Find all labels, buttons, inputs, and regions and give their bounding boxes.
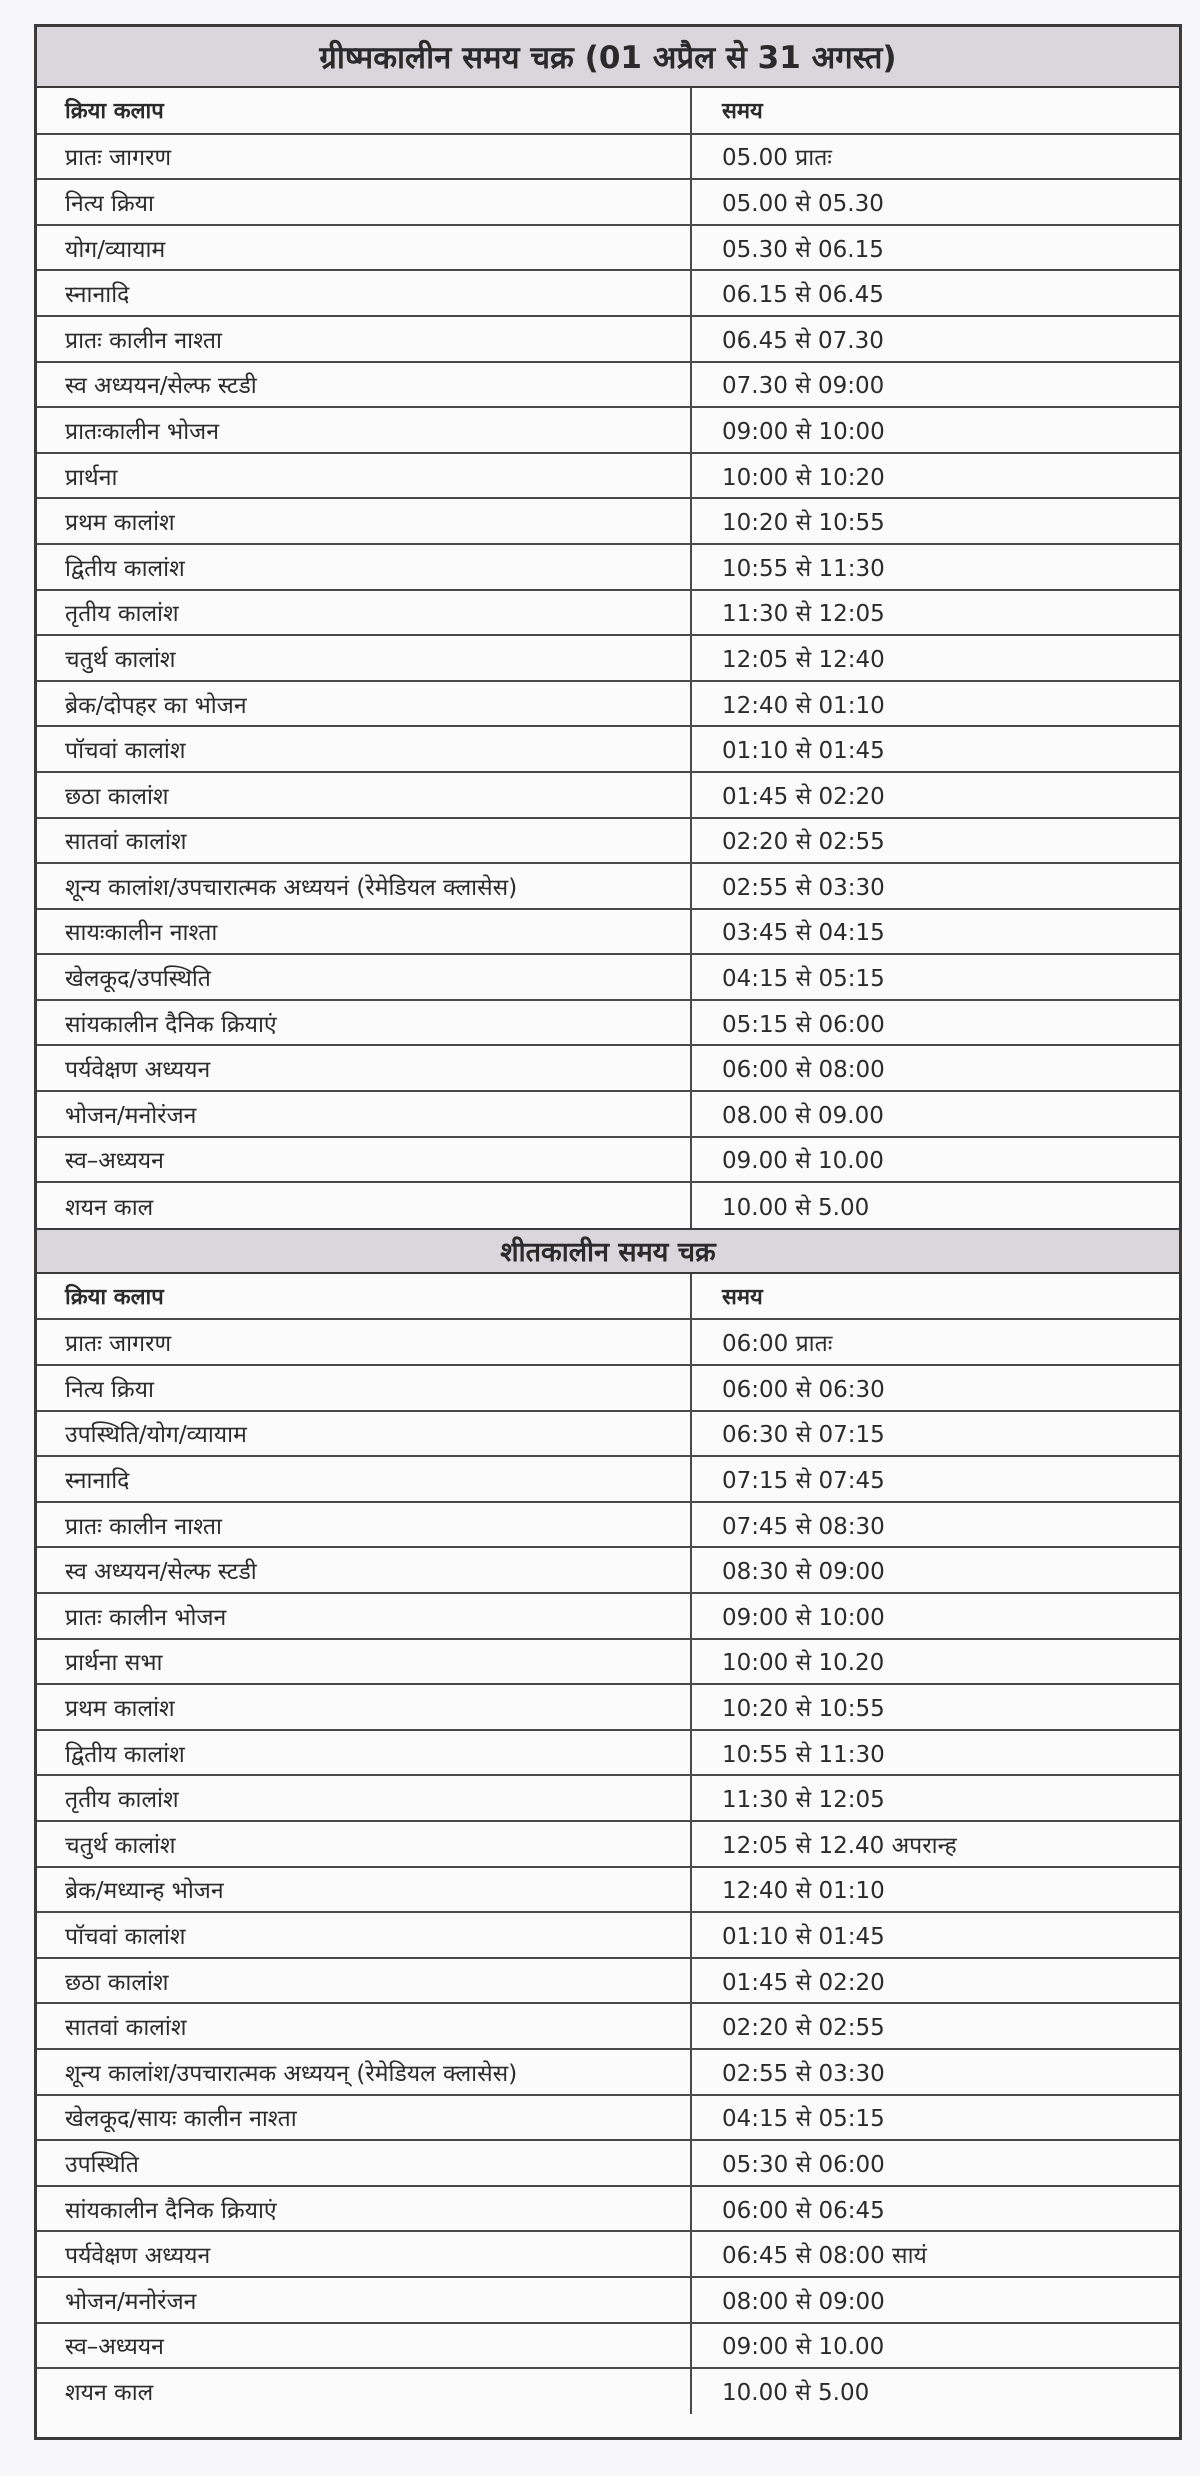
table-row: [37, 1091, 1179, 1137]
activity-cell: द्वितीय कालांश: [37, 1730, 691, 1776]
table-row: [37, 2003, 1179, 2049]
time-cell: 12:05 से 12.40 अपरान्ह: [691, 1821, 1179, 1867]
activity-cell: प्रातः जागरण: [37, 134, 691, 180]
time-cell: 02:20 से 02:55: [691, 818, 1179, 864]
activity-cell: पॉचवां कालांश: [37, 1912, 691, 1958]
time-cell: 12:40 से 01:10: [691, 1867, 1179, 1913]
table-row: [37, 1502, 1179, 1548]
table-row: [37, 179, 1179, 225]
table-row: [37, 225, 1179, 271]
time-column-header: समय: [691, 88, 1179, 134]
time-cell: 09:00 से 10:00: [691, 407, 1179, 453]
activity-cell: तृतीय कालांश: [37, 1775, 691, 1821]
activity-cell: स्व अध्ययन/सेल्फ स्टडी: [37, 362, 691, 408]
time-cell: 01:45 से 02:20: [691, 1958, 1179, 2004]
activity-cell: शून्य कालांश/उपचारात्मक अध्ययनं (रेमेडियल क्लासेस): [37, 863, 691, 909]
activity-cell: शयन काल: [65, 2380, 154, 2407]
table-row: [37, 1730, 1179, 1776]
table-row: [37, 2277, 1179, 2323]
activity-cell: पर्यवेक्षण अध्ययन: [37, 1045, 691, 1091]
activity-column-header: क्रिया कलाप: [37, 1274, 691, 1320]
time-cell: 01:10 से 01:45: [691, 726, 1179, 772]
activity-cell: छठा कालांश: [37, 1958, 691, 2004]
time-cell: 05:15 से 06:00: [691, 1000, 1179, 1046]
table-row: [37, 1456, 1179, 1502]
time-cell: 10:55 से 11:30: [691, 1730, 1179, 1776]
timetable-sheet: [34, 24, 1182, 2440]
table-row: [37, 1593, 1179, 1639]
table-row: [37, 1775, 1179, 1821]
activity-cell: खेलकूद/उपस्थिति: [37, 954, 691, 1000]
table-row: [37, 2231, 1179, 2277]
activity-cell: प्रातःकालीन भोजन: [37, 407, 691, 453]
table-row: [37, 1045, 1179, 1091]
table-row: [37, 1821, 1179, 1867]
table-row: [37, 1000, 1179, 1046]
activity-cell: भोजन/मनोरंजन: [37, 1091, 691, 1137]
table-row: [37, 2140, 1179, 2186]
activity-cell: खेलकूद/सायः कालीन नाश्ता: [37, 2095, 691, 2141]
table-row: [37, 1639, 1179, 1685]
activity-cell: स्नानादि: [37, 1456, 691, 1502]
time-cell: 06.15 से 06.45: [691, 270, 1179, 316]
activity-column-header: क्रिया कलाप: [37, 88, 691, 134]
time-cell: 04:15 से 05:15: [691, 2095, 1179, 2141]
table-row: [37, 1867, 1179, 1913]
table-row: [37, 1547, 1179, 1593]
activity-cell: स्नानादि: [37, 270, 691, 316]
time-cell: 06:00 प्रातः: [691, 1319, 1179, 1365]
time-cell: 10.00 से 5.00: [691, 1182, 1179, 1228]
time-cell: 02:20 से 02:55: [691, 2003, 1179, 2049]
table-row: [37, 1958, 1179, 2004]
activity-cell: नित्य क्रिया: [37, 179, 691, 225]
time-cell: 06:00 से 08:00: [691, 1045, 1179, 1091]
table-row: [37, 453, 1179, 499]
time-cell: 01:10 से 01:45: [691, 1912, 1179, 1958]
activity-cell: नित्य क्रिया: [37, 1365, 691, 1411]
activity-cell: ब्रेक/दोपहर का भोजन: [37, 681, 691, 727]
time-cell: 04:15 से 05:15: [691, 954, 1179, 1000]
time-cell: 07:45 से 08:30: [691, 1502, 1179, 1548]
time-cell: 01:45 से 02:20: [691, 772, 1179, 818]
table-row: [37, 2186, 1179, 2232]
activity-cell: प्रातः कालीन नाश्ता: [37, 1502, 691, 1548]
table-row: [37, 1411, 1179, 1457]
table-row: [37, 270, 1179, 316]
table-row: [37, 681, 1179, 727]
time-cell: 03:45 से 04:15: [691, 909, 1179, 955]
table-row: [37, 954, 1179, 1000]
table-row: [37, 2095, 1179, 2141]
table-header-row: [37, 1274, 1179, 1320]
time-cell: 10:20 से 10:55: [691, 498, 1179, 544]
summer-table: [37, 88, 1179, 1228]
time-cell: 11:30 से 12:05: [691, 590, 1179, 636]
activity-cell: प्रथम कालांश: [37, 498, 691, 544]
activity-cell: ब्रेक/मध्यान्ह भोजन: [37, 1867, 691, 1913]
time-cell: 08.00 से 09.00: [691, 1091, 1179, 1137]
summer-title: ग्रीष्मकालीन समय चक्र (01 अप्रैल से 31 अगस्त): [37, 27, 1179, 88]
activity-cell: शून्य कालांश/उपचारात्मक अध्ययन् (रेमेडियल क्लासेस): [37, 2049, 691, 2095]
table-row: [37, 818, 1179, 864]
activity-cell: चतुर्थ कालांश: [37, 1821, 691, 1867]
activity-cell: पर्यवेक्षण अध्ययन: [37, 2231, 691, 2277]
activity-cell: प्रथम कालांश: [37, 1684, 691, 1730]
time-cell: 08:00 से 09:00: [691, 2277, 1179, 2323]
activity-cell: स्व अध्ययन/सेल्फ स्टडी: [37, 1547, 691, 1593]
time-cell: 05.00 से 05.30: [691, 179, 1179, 225]
table-row: [37, 635, 1179, 681]
time-cell: 08:30 से 09:00: [691, 1547, 1179, 1593]
time-cell: 10:00 से 10.20: [691, 1639, 1179, 1685]
table-row: [37, 1365, 1179, 1411]
time-cell: 09.00 से 10.00: [691, 1137, 1179, 1183]
time-cell: 11:30 से 12:05: [691, 1775, 1179, 1821]
table-row: [37, 316, 1179, 362]
table-row: [37, 726, 1179, 772]
time-cell: 10.00 से 5.00: [691, 2368, 1179, 2414]
time-cell: 06:30 से 07:15: [691, 1411, 1179, 1457]
activity-cell: उपस्थिति: [37, 2140, 691, 2186]
activity-cell: छठा कालांश: [37, 772, 691, 818]
time-cell: 05.00 प्रातः: [691, 134, 1179, 180]
time-cell: 10:20 से 10:55: [691, 1684, 1179, 1730]
time-cell: 09:00 से 10.00: [691, 2323, 1179, 2369]
activity-cell: स्व–अध्ययन: [37, 1137, 691, 1183]
activity-cell: सांयकालीन दैनिक क्रियाएं: [37, 2186, 691, 2232]
activity-cell: सांयकालीन दैनिक क्रियाएं: [37, 1000, 691, 1046]
table-row: [37, 2323, 1179, 2369]
table-row: [37, 134, 1179, 180]
table-row: [37, 772, 1179, 818]
time-cell: 12:05 से 12:40: [691, 635, 1179, 681]
activity-cell: सातवां कालांश: [37, 2003, 691, 2049]
activity-cell: शयन काल: [65, 1194, 154, 1221]
winter-table: [37, 1274, 1179, 2414]
time-column-header: समय: [691, 1274, 1179, 1320]
activity-cell: प्रातः कालीन भोजन: [37, 1593, 691, 1639]
activity-cell: उपस्थिति/योग/व्यायाम: [37, 1411, 691, 1457]
time-cell: 02:55 से 03:30: [691, 863, 1179, 909]
table-row: [37, 1912, 1179, 1958]
table-row: [37, 1684, 1179, 1730]
activity-cell: द्वितीय कालांश: [37, 544, 691, 590]
activity-cell: सातवां कालांश: [37, 818, 691, 864]
time-cell: 10:55 से 11:30: [691, 544, 1179, 590]
activity-cell: पॉचवां कालांश: [37, 726, 691, 772]
activity-cell: प्रार्थना सभा: [37, 1639, 691, 1685]
table-row: [37, 498, 1179, 544]
time-cell: 09:00 से 10:00: [691, 1593, 1179, 1639]
time-cell: 12:40 से 01:10: [691, 681, 1179, 727]
activity-cell: तृतीय कालांश: [37, 590, 691, 636]
table-row: [37, 407, 1179, 453]
time-cell: 05:30 से 06:00: [691, 2140, 1179, 2186]
activity-cell: सायःकालीन नाश्ता: [37, 909, 691, 955]
table-header-row: [37, 88, 1179, 134]
table-row: [37, 362, 1179, 408]
activity-cell: भोजन/मनोरंजन: [37, 2277, 691, 2323]
activity-cell: प्रातः कालीन नाश्ता: [37, 316, 691, 362]
time-cell: 06.45 से 07.30: [691, 316, 1179, 362]
time-cell: 06:00 से 06:45: [691, 2186, 1179, 2232]
table-row: [37, 2049, 1179, 2095]
time-cell: 07.30 से 09:00: [691, 362, 1179, 408]
time-cell: 06:00 से 06:30: [691, 1365, 1179, 1411]
time-cell: 02:55 से 03:30: [691, 2049, 1179, 2095]
table-row: [37, 1319, 1179, 1365]
table-row: [37, 909, 1179, 955]
table-row: [37, 1137, 1179, 1183]
time-cell: 07:15 से 07:45: [691, 1456, 1179, 1502]
winter-title: शीतकालीन समय चक्र: [37, 1228, 1179, 1274]
activity-cell: प्रार्थना: [37, 453, 691, 499]
time-cell: 06:45 से 08:00 सायं: [691, 2231, 1179, 2277]
activity-cell: स्व–अध्ययन: [37, 2323, 691, 2369]
activity-cell: योग/व्यायाम: [37, 225, 691, 271]
time-cell: 05.30 से 06.15: [691, 225, 1179, 271]
table-row: [37, 590, 1179, 636]
table-row: [37, 1182, 1179, 1228]
table-row: [37, 544, 1179, 590]
table-row: [37, 863, 1179, 909]
table-row: [37, 2368, 1179, 2414]
activity-cell: प्रातः जागरण: [37, 1319, 691, 1365]
time-cell: 10:00 से 10:20: [691, 453, 1179, 499]
activity-cell: चतुर्थ कालांश: [37, 635, 691, 681]
